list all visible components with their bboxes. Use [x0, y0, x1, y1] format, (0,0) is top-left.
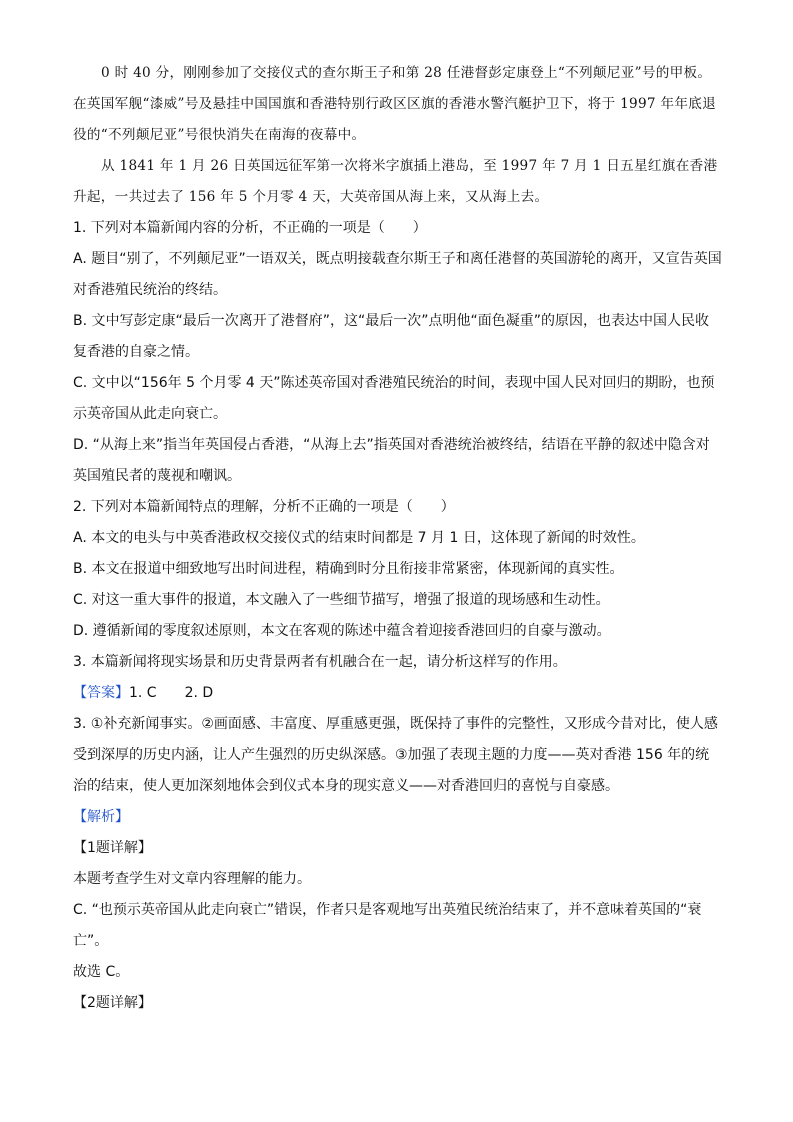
question-3-stem: 3. 本篇新闻将现实场景和历史背景两者有机融合在一起，请分析这样写的作用。: [73, 654, 567, 670]
document-page: [73, 58, 723, 1019]
analysis-heading-2: 【2题详解】: [73, 995, 152, 1011]
analysis-label: 【解析】: [73, 809, 129, 825]
answer-3: 3. ①补充新闻事实。②画面感、丰富度、厚重感更强，既保持了事件的完整性，又形成今昔对比，使人感受到深厚的历史内涵，让人产生强烈的历史纵深感。③加强了表现主题的力度——英对香港 156 年的统治的结束，使人更加深刻地体会到仪式本身的现实意义——对香港回归的喜悦与自豪感。: [73, 716, 718, 794]
answer-line: [73, 678, 723, 709]
answer-2: 2. D: [184, 685, 214, 701]
question-1-option-c: C. 文中以“156年 5 个月零 4 天”陈述英帝国对香港殖民统治的时间，表现中国人民对回归的期盼，也预示英帝国从此走向衰亡。: [73, 375, 715, 422]
question-1-option-b: B. 文中写彭定康“最后一次离开了港督府”，这“最后一次”点明他“面色凝重”的原因，也表达中国人民收复香港的自豪之情。: [73, 313, 710, 360]
question-2-option-a: A. 本文的电头与中英香港政权交接仪式的结束时间都是 7 月 1 日，这体现了新闻的时效性。: [73, 530, 645, 546]
question-1-stem: 1. 下列对本篇新闻内容的分析，不正确的一项是（ ）: [73, 220, 427, 236]
question-2-option-c: C. 对这一重大事件的报道，本文融入了一些细节描写，增强了报道的现场感和生动性。: [73, 592, 610, 608]
question-2-option-d: D. 遵循新闻的零度叙述原则，本文在客观的陈述中蕴含着迎接香港回归的自豪与激动。: [73, 623, 611, 639]
answer-label: 【答案】: [73, 685, 129, 701]
analysis-line-3: 故选 C。: [73, 964, 130, 980]
question-1-option-d: D. “从海上来”指当年英国侵占香港，“从海上去”指英国对香港统治被终结，结语在平静的叙述中隐含对英国殖民者的蔑视和嘲讽。: [73, 437, 710, 484]
answer-1: 1. C: [129, 685, 157, 701]
passage-paragraph-1: 0 时 40 分，刚刚参加了交接仪式的查尔斯王子和第 28 任港督彭定康登上“不列颠尼亚”号的甲板。在英国军舰“漆威”号及悬挂中国国旗和香港特别行政区区旗的香港水警汽艇护卫下，将于 1997 年年底退役的“不列颠尼亚”号很快消失在南海的夜幕中。: [73, 65, 717, 143]
analysis-line-1: 本题考查学生对文章内容理解的能力。: [73, 871, 311, 887]
analysis-heading-1: 【1题详解】: [73, 840, 152, 856]
question-2-option-b: B. 本文在报道中细致地写出时间进程，精确到时分且衔接非常紧密，体现新闻的真实性。: [73, 561, 624, 577]
analysis-line-2: C. “也预示英帝国从此走向衰亡”错误，作者只是客观地写出英殖民统治结束了，并不意味着英国的“衰亡”。: [73, 902, 702, 949]
question-1-option-a: A. 题目“别了，不列颠尼亚”一语双关，既点明接载查尔斯王子和离任港督的英国游轮的离开，又宣告英国对香港殖民统治的终结。: [73, 251, 722, 298]
question-2-stem: 2. 下列对本篇新闻特点的理解，分析不正确的一项是（ ）: [73, 499, 455, 515]
passage-paragraph-2: 从 1841 年 1 月 26 日英国远征军第一次将米字旗插上港岛，至 1997 年 7 月 1 日五星红旗在香港升起，一共过去了 156 年 5 个月零 4 天，大英帝国从海上来，又从海上去。: [73, 158, 718, 205]
